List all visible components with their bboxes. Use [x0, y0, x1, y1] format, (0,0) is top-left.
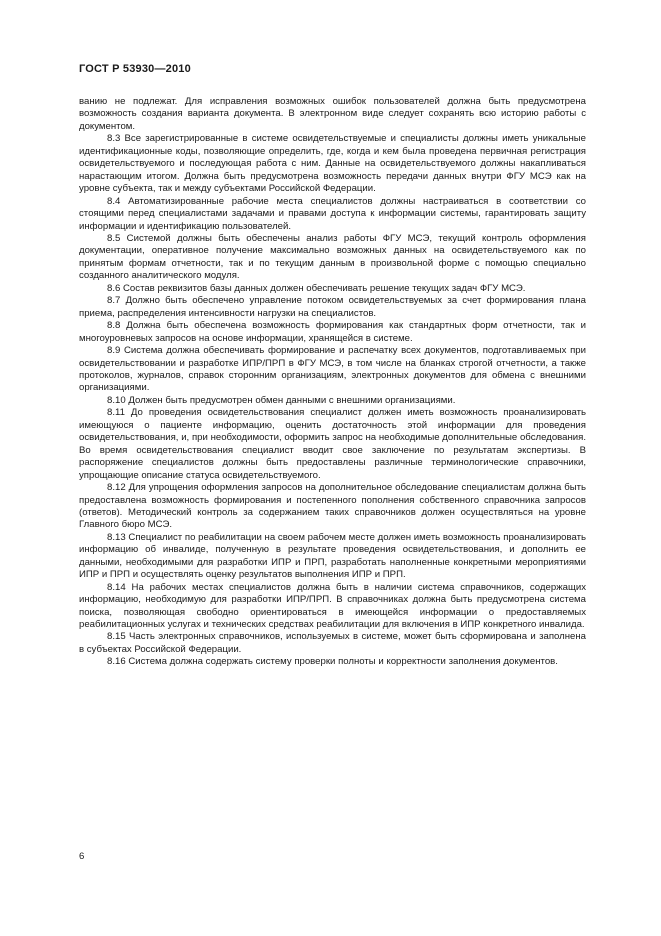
paragraph-8-9: 8.9 Система должна обеспечивать формирование и распечатку всех документов, подготавливаемых при освидетельствовании и разработке ИПР/ПРП в ФГУ МСЭ, в том числе на бланках строгой отчетности, а также протоколов, журналов, справок сторонним организациям, электронных документов для обмена с внешними организациями.: [79, 345, 586, 394]
paragraph-8-15: 8.15 Часть электронных справочников, используемых в системе, может быть сформирована и заполнена в субъектах Российской Федерации.: [79, 631, 586, 655]
document-body: [79, 96, 586, 669]
paragraph-8-11: 8.11 До проведения освидетельствования специалист должен иметь возможность проанализировать имеющуюся о пациенте информацию, оценить достаточность этой информации для проведения освидетельствования, и, при необходимости, оформить запрос на необходимые дополнительные обследования. Во время освидетельствования специалист вводит свое заключение по результатам экспертизы. В распоряжение специалистов должны быть предоставлены различные терминологические справочники, упрощающие описание статуса освидетельствуемого.: [79, 407, 586, 481]
paragraph-8-4: 8.4 Автоматизированные рабочие места специалистов должны настраиваться в соответствии со стоящими перед специалистами задачами и правами доступа к информации системы, гарантировать защиту информации и идентификацию пользователей.: [79, 195, 586, 232]
paragraph-8-6: 8.6 Состав реквизитов базы данных должен обеспечивать решение текущих задач ФГУ МСЭ.: [107, 282, 526, 294]
paragraph-8-7: 8.7 Должно быть обеспечено управление потоком освидетельствуемых за счет формирования плана приема, распределения интенсивности нагрузки на специалистов.: [79, 295, 586, 319]
paragraph-continuation: ванию не подлежат. Для исправления возможных ошибок пользователей должна быть предусмотрена возможность создания варианта документа. В электронном виде следует сохранять всю историю работы с документом.: [79, 96, 586, 132]
paragraph-8-12: 8.12 Для упрощения оформления запросов на дополнительное обследование специалистам должна быть предоставлена возможность формирования и постепенного пополнения собственного справочника запросов (ответов). Методический контроль за содержанием таких справочников должен осуществляться на уровне Главного бюро МСЭ.: [79, 482, 586, 531]
paragraph-8-3: 8.3 Все зарегистрированные в системе освидетельствуемые и специалисты должны иметь уникальные идентификационные коды, позволяющие определить, где, когда и кем была проведена первичная регистрация освидетельствуемого и последующая работа с ним. Данные на освидетельствуемого должны накапливаться нарастающим итогом. Должна быть предусмотрена возможность передачи данных внутри ФГУ МСЭ как на уровне субъекта, так и между субъектами Российской Федерации.: [79, 133, 586, 195]
paragraph-8-8: 8.8 Должна быть обеспечена возможность формирования как стандартных форм отчетности, так и многоуровневых запросов на основе информации, хранящейся в системе.: [79, 320, 586, 344]
paragraph-8-5: 8.5 Системой должны быть обеспечены анализ работы ФГУ МСЭ, текущий контроль оформления документации, оперативное получение максимально возможных данных на освидетельствуемого как по принятым формам отчетности, так и по текущим данным в произвольной форме с помощью специально созданного аналитического модуля.: [79, 232, 586, 282]
paragraph-8-16: 8.16 Система должна содержать систему проверки полноты и корректности заполнения документов.: [107, 656, 558, 668]
page-number: 6: [79, 851, 85, 862]
paragraph-8-13: 8.13 Специалист по реабилитации на своем рабочем месте должен иметь возможность проанализировать информацию об инвалиде, полученную в результате проведения освидетельствования, и дополнить ее данными, необходимыми для разработки ИПР и ПРП, разработать наполненные конкретными мероприятиями ИПР и ПРП и осуществлять оценку результатов выполнения ИПР и ПРП.: [79, 531, 586, 581]
paragraph-8-10: 8.10 Должен быть предусмотрен обмен данными с внешними организациями.: [107, 394, 456, 406]
document-header: ГОСТ Р 53930—2010: [79, 63, 191, 75]
paragraph-8-14: 8.14 На рабочих местах специалистов должна быть в наличии система справочников, содержащих информацию, необходимую для разработки ИПР/ПРП. В справочниках должна быть предусмотрена система поиска, позволяющая свободно ориентироваться в имеющейся информации о предоставляемых реабилитационных услугах и технических средствах реабилитации для включения в ИПР конкретного инвалида.: [79, 581, 586, 631]
